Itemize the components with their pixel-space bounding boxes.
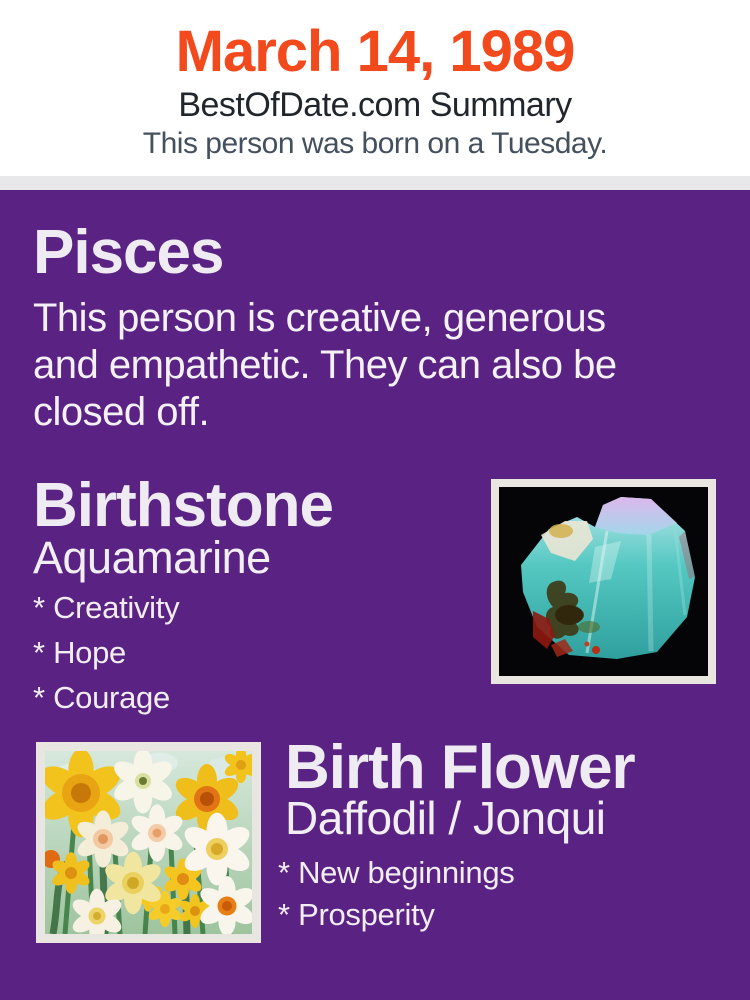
trait-item: * Courage <box>33 680 170 715</box>
birth-flower-photo <box>36 742 261 943</box>
birthstone-photo <box>491 479 716 684</box>
zodiac-title: Pisces <box>33 218 224 287</box>
trait-item: * New beginnings <box>278 855 515 890</box>
summary-panel <box>0 190 750 1000</box>
aquamarine-crystal-image <box>499 487 708 676</box>
birthstone-traits <box>33 585 179 720</box>
divider-band <box>0 176 750 190</box>
zodiac-description: This person is creative, generous and empathetic. They can also be closed off. <box>33 296 617 434</box>
trait-item: * Prosperity <box>278 897 435 932</box>
birth-flower-name: Daffodil / Jonqui <box>285 792 606 844</box>
birth-flower-title: Birth Flower <box>285 733 635 802</box>
daffodil-field-image <box>45 751 252 934</box>
birthstone-name: Aquamarine <box>33 532 271 583</box>
birth-flower-traits <box>278 852 514 936</box>
site-summary: BestOfDate.com Summary <box>178 86 572 124</box>
trait-item: * Hope <box>33 635 126 670</box>
birthstone-title: Birthstone <box>33 471 333 540</box>
born-day-line: This person was born on a Tuesday. <box>142 127 608 160</box>
date-title: March 14, 1989 <box>175 19 575 84</box>
trait-item: * Creativity <box>33 590 180 625</box>
